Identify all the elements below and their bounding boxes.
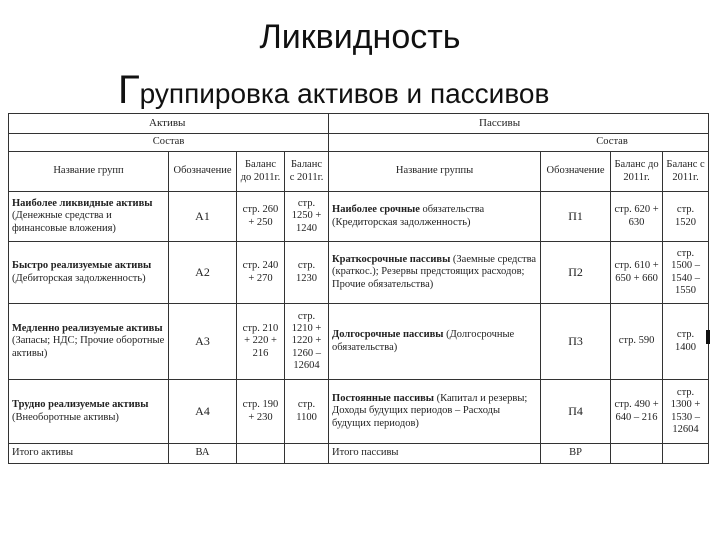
asset-code: А1 [169, 192, 237, 242]
col-balance-after: Баланс с 2011г. [285, 152, 329, 192]
liability-group: Наиболее срочные обязательства (Кредиторская задолженность) [329, 192, 541, 242]
grouping-table [8, 113, 709, 464]
subtitle-initial: Г [118, 68, 140, 112]
empty-cell [611, 444, 663, 464]
liability-group: Краткосрочные пассивы (Заемные средства (краткос.); Резервы предстоящих расходов; Прочие обязательства) [329, 242, 541, 304]
asset-code: А2 [169, 242, 237, 304]
empty-cell [237, 444, 285, 464]
liabilities-header: Пассивы [329, 114, 709, 134]
asset-balance-before: стр. 260 + 250 [237, 192, 285, 242]
subtitle-text: руппировка активов и пассивов [139, 78, 550, 109]
liability-balance-after: стр. 1400 [663, 304, 709, 380]
liabilities-composition-header: Состав [329, 134, 709, 152]
asset-balance-after: стр. 1100 [285, 380, 329, 444]
asset-code: А3 [169, 304, 237, 380]
asset-group: Трудно реализуемые активы (Внеоборотные активы) [9, 380, 169, 444]
slide-subtitle [118, 70, 549, 110]
totals-row [9, 444, 709, 464]
liability-code: П2 [541, 242, 611, 304]
liability-balance-after: стр. 1520 [663, 192, 709, 242]
asset-balance-after: стр. 1250 + 1240 [285, 192, 329, 242]
liability-balance-after: стр. 1300 + 1530 – 12604 [663, 380, 709, 444]
asset-group: Наиболее ликвидные активы (Денежные средства и финансовые вложения) [9, 192, 169, 242]
col-balance-before: Баланс до 2011г. [237, 152, 285, 192]
total-liabilities-code: ВР [541, 444, 611, 464]
asset-code: А4 [169, 380, 237, 444]
empty-cell [285, 444, 329, 464]
assets-composition-header: Состав [9, 134, 329, 152]
col-balance-before-right: Баланс до 2011г. [611, 152, 663, 192]
liability-code: П1 [541, 192, 611, 242]
liability-balance-before: стр. 490 + 640 – 216 [611, 380, 663, 444]
asset-balance-after: стр. 1230 [285, 242, 329, 304]
asset-balance-before: стр. 190 + 230 [237, 380, 285, 444]
table-row [9, 304, 709, 380]
asset-balance-before: стр. 240 + 270 [237, 242, 285, 304]
col-code: Обозначение [169, 152, 237, 192]
asset-balance-after: стр. 1210 + 1220 + 1260 – 12604 [285, 304, 329, 380]
col-group-name-right: Название группы [329, 152, 541, 192]
assets-header: Активы [9, 114, 329, 134]
total-assets-code: ВА [169, 444, 237, 464]
liability-code: П3 [541, 304, 611, 380]
col-group-name: Название групп [9, 152, 169, 192]
liability-group: Долгосрочные пассивы (Долгосрочные обязательства) [329, 304, 541, 380]
table-row [9, 192, 709, 242]
liability-code: П4 [541, 380, 611, 444]
col-balance-after-right: Баланс с 2011г. [663, 152, 709, 192]
table-row [9, 242, 709, 304]
liability-balance-after: стр. 1500 – 1540 – 1550 [663, 242, 709, 304]
liability-balance-before: стр. 590 [611, 304, 663, 380]
edge-mark [706, 330, 710, 344]
asset-balance-before: стр. 210 + 220 + 216 [237, 304, 285, 380]
liability-balance-before: стр. 620 + 630 [611, 192, 663, 242]
total-liabilities-label: Итого пассивы [329, 444, 541, 464]
asset-group: Быстро реализуемые активы (Дебиторская задолженность) [9, 242, 169, 304]
total-assets-label: Итого активы [9, 444, 169, 464]
liability-balance-before: стр. 610 + 650 + 660 [611, 242, 663, 304]
asset-group: Медленно реализуемые активы (Запасы; НДС; Прочие оборотные активы) [9, 304, 169, 380]
col-code-right: Обозначение [541, 152, 611, 192]
slide-title: Ликвидность [259, 18, 461, 56]
grouping-table-wrap [8, 113, 708, 491]
table-row [9, 380, 709, 444]
liability-group: Постоянные пассивы (Капитал и резервы; Доходы будущих периодов – Расходы будущих периодов) [329, 380, 541, 444]
empty-cell [663, 444, 709, 464]
